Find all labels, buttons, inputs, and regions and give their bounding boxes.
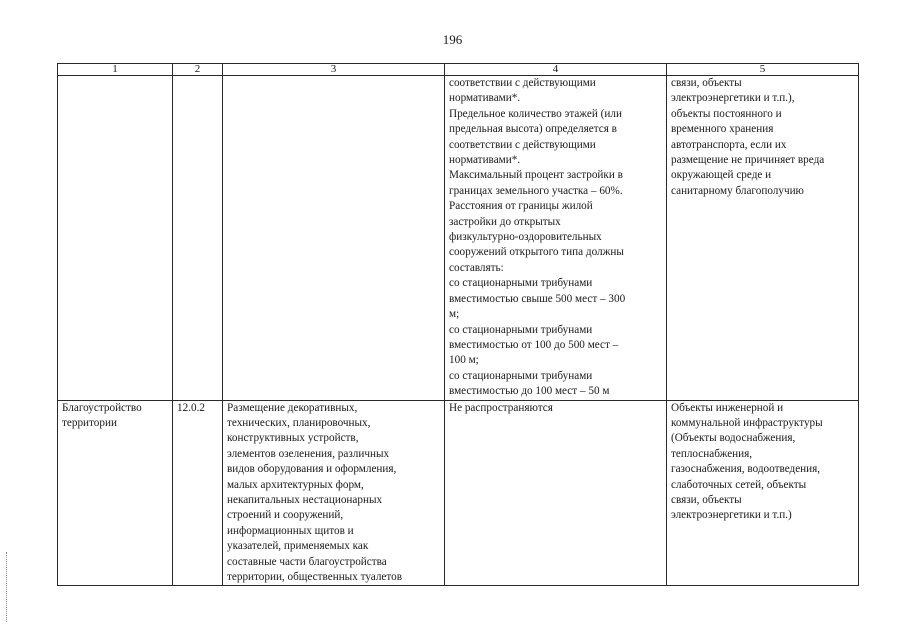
row1-parameters-cell: соответствии с действующими нормативами*. Предельное количество этажей (или предельная высота) определяется в соответствии с действующими нормативами*. Максимальный процент застройки в границах земельного участка – 60%. Расстояния от границы жилой застройки до открытых физкультурно-оздоровительных сооружений открытого типа должны составлять: со стационарными трибунами вместимостью свыше 500 мест – 300 м; со стационарными трибунами вместимостью от 100 до 500 мест – 100 м; со стационарными трибунами вместимостью до 100 мест – 50 м xyxy=(445,76,667,401)
header-cell-5: 5 xyxy=(667,64,859,76)
row1-col2-cell xyxy=(173,76,223,401)
header-cell-3: 3 xyxy=(223,64,445,76)
zoning-table xyxy=(57,63,859,586)
row2-allowed-objects-cell: Объекты инженерной и коммунальной инфраструктуры (Объекты водоснабжения, теплоснабжения, газоснабжения, водоотведения, слаботочных сетей, объекты связи, объекты электроэнергетики и т.п.) xyxy=(667,400,859,586)
row1-col3-cell xyxy=(223,76,445,401)
table-row xyxy=(58,76,859,401)
row2-description-cell: Размещение декоративных, технических, планировочных, конструктивных устройств, элементов озеленения, различных видов оборудования и оформления, малых архитектурных форм, некапитальных нестационарных строений и сооружений, информационных щитов и указателей, применяемых как составные части благоустройства территории, общественных туалетов xyxy=(223,400,445,586)
table-header-row xyxy=(58,64,859,76)
page-number: 196 xyxy=(442,32,463,47)
row2-use-name-cell: Благоустройство территории xyxy=(58,400,173,586)
header-cell-1: 1 xyxy=(58,64,173,76)
row2-parameters-cell: Не распространяются xyxy=(445,400,667,586)
row1-col1-cell xyxy=(58,76,173,401)
scan-margin-mark xyxy=(6,552,11,622)
header-cell-4: 4 xyxy=(445,64,667,76)
row1-allowed-objects-cell: связи, объекты электроэнергетики и т.п.), объекты постоянного и временного хранения автотранспорта, если их размещение не причиняет вреда окружающей среде и санитарному благополучию xyxy=(667,76,859,401)
row2-code-cell: 12.0.2 xyxy=(173,400,223,586)
table-row xyxy=(58,400,859,586)
header-cell-2: 2 xyxy=(173,64,223,76)
